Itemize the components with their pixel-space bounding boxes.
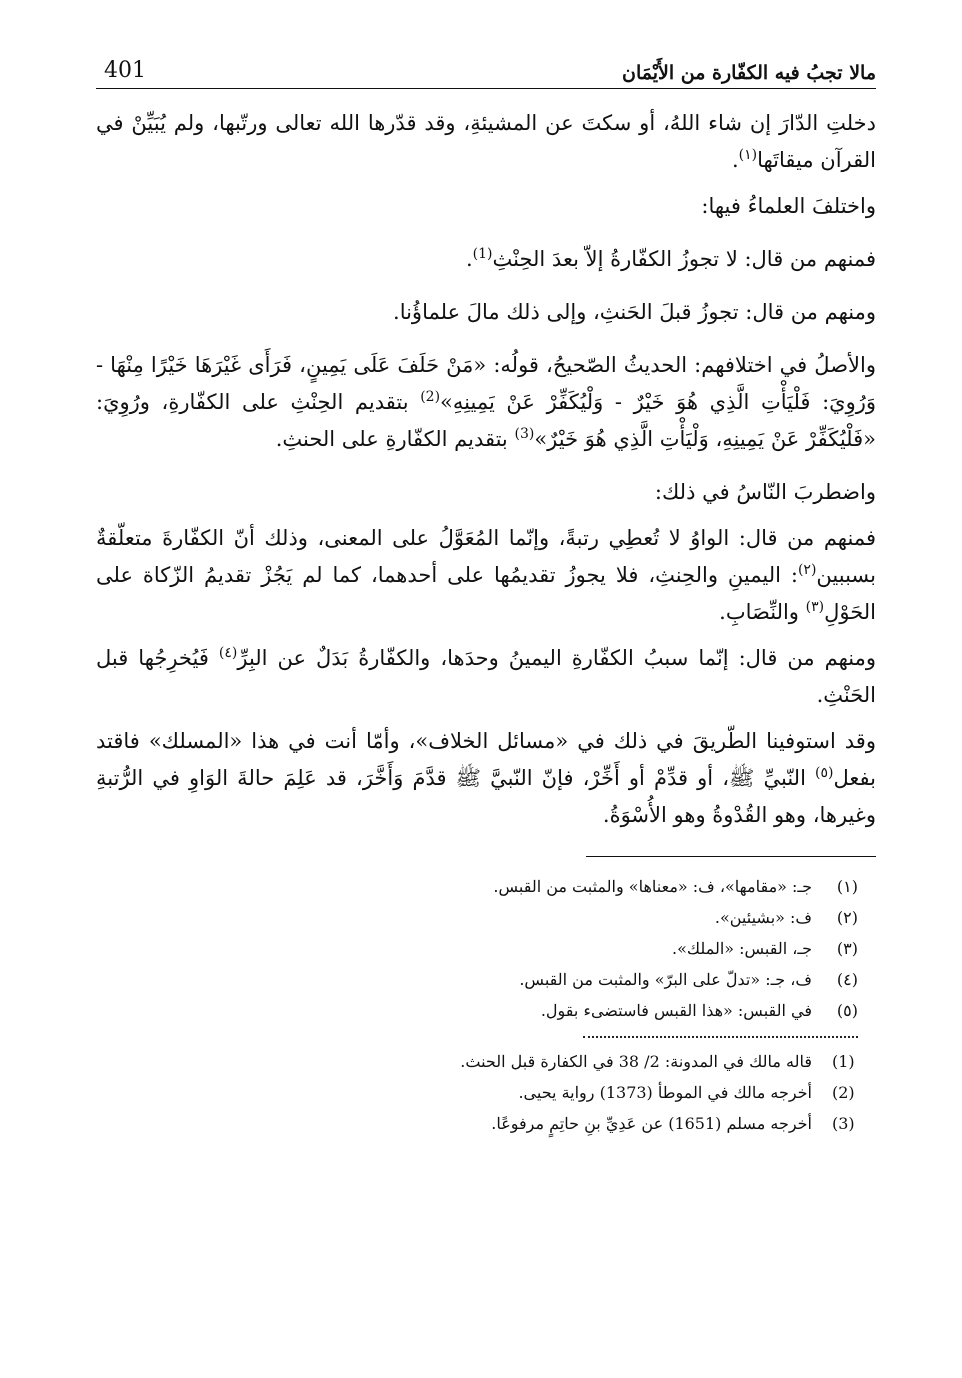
variant-note: (٣) جـ، القبس: «الملك». — [672, 939, 858, 958]
variant-note: (١) جـ: «مقامها»، ف: «معناها» والمثبت من القبس. — [493, 877, 858, 896]
variant-notes — [96, 871, 876, 1026]
footnote-ref: (3) — [514, 426, 535, 442]
footnote-ref: (٥) — [815, 765, 834, 781]
footnote-ref: (2) — [420, 389, 441, 405]
variant-note: (٢) ف: «بشيئين». — [714, 908, 858, 927]
paragraph-4: ومنهم من قال: تجوزُ قبلَ الحَنثِ، وإلى ذلك مالَ علماؤُنا. — [393, 300, 876, 324]
running-title: مالا تجبُ فيه الكفّارة من الأَيْمَان — [622, 62, 876, 84]
footnote-ref: (1) — [472, 246, 493, 262]
footnote-ref: (٣) — [805, 599, 825, 615]
source-note: (2) أخرجه مالك في الموطأ (1373) رواية يحيى. — [518, 1083, 855, 1102]
variant-note: (٤) ف، جـ: «تدلّ على البرّ» والمثبت من القبس. — [519, 970, 858, 989]
paragraph-6: واضطربَ النّاسُ في ذلك: — [654, 480, 876, 504]
paragraph-9: وقد استوفينا الطّريقَ في ذلك في «مسائل الخلاف»، وأمّا أنت في هذا «المسلك» فاقتد بفعل$^{(٥)}$ النّبيِّ ﷺ، أو قدِّمْ أو أَخِّرْ، فإنّ النّبيَّ ﷺ قدَّمَ وَأَخَّرَ، قد عَلِمَ حالةَ الوَاوِ في الرُّتبةِ وغيرها، وهو القُدْوةُ وهو الأُسْوَةُ. — [96, 729, 876, 827]
source-note: (1) قاله مالك في المدونة: 2/ 38 في الكفارة قبل الحنث. — [460, 1052, 855, 1071]
paragraph-7: فمنهم من قال: الواوُ لا تُعطِي رتبةً، وإنّما المُعَوَّلُ على المعنى، وذلك أنّ الكفّارةَ متعلّقةٌ بسببين$^{(٢)}$: اليمينِ والحِنثِ، فلا يجوزُ تقديمُها على أحدهما، كما لم يَجُزْ تقديمُ الزّكاة على الحَوْلِ$^{(٣)}$ والنِّصَابِ. — [96, 526, 876, 624]
source-notes — [96, 1046, 876, 1139]
paragraph-5: والأصلُ في اختلافهم: الحديثُ الصّحيحُ، قولُه: «مَنْ حَلَفَ عَلَى يَمِينٍ، فَرَأَى غَيْرَهَا خَيْرًا مِنْهَا - وَرُوِيَ: فَلْيَأْتِ الَّذِي هُوَ خَيْرٌ - وَلْيُكَفِّرْ عَنْ يَمِينِهِ»$^{(2)}$ بتقديم الحِنْثِ على الكفّارةِ، ورُوِيَ: «فَلْيُكَفِّرْ عَنْ يَمِينِهِ، وَلْيَأْتِ الَّذِي هُوَ خَيْرٌ»$^{(3)}$ بتقديم الكفّارةِ على الحنثِ. — [96, 353, 877, 451]
paragraph-8: ومنهم من قال: إنّما سببُ الكفّارةِ اليمينُ وحدَها، والكفّارةُ بَدَلٌ عن البِرِّ$^{(٤)}$ فَيُخرِجُها قبل الحَنْثِ. — [96, 645, 876, 707]
main-text — [96, 105, 876, 834]
paragraph-3: فمنهم من قال: لا تجوزُ الكفّارةُ إلاّ بعدَ الحِنْثِ$^{(1)}$. — [465, 246, 876, 271]
page-header — [96, 52, 876, 89]
page-number: 401 — [104, 58, 146, 83]
book-page — [96, 52, 876, 1312]
footnote-divider — [586, 856, 876, 857]
footnotes-section — [96, 856, 876, 1139]
footnote-ref: (٢) — [797, 562, 817, 578]
footnote-ref: (١) — [738, 147, 758, 163]
dotted-divider — [583, 1036, 858, 1038]
paragraph-1: دخلتِ الدّارَ إن شاء اللهُ، أو سكتَ عن المشيئةِ، وقد قدّرها الله تعالى ورتّبها، ولم يُبَيِّنْ في القرآن ميقاتَها$^{(١)}$. — [96, 111, 876, 172]
variant-note: (٥) في القبس: «هذا القبس فاستضىء بقول. — [540, 1001, 858, 1020]
footnote-ref: (٤) — [218, 645, 238, 661]
paragraph-2: واختلفَ العلماءُ فيها: — [701, 194, 876, 218]
source-note: (3) أخرجه مسلم (1651) عن عَدِيِّ بنِ حاتِمٍ مرفوعًا. — [491, 1114, 855, 1133]
